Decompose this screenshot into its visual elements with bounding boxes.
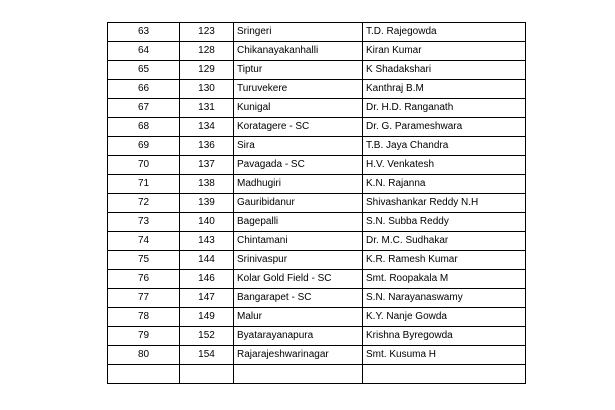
table-row <box>108 308 526 327</box>
candidate-name-cell: K.N. Rajanna <box>363 175 526 194</box>
constituency-number-cell <box>180 365 234 384</box>
constituency-number-cell: 134 <box>180 118 234 137</box>
candidate-name-cell: H.V. Venkatesh <box>363 156 526 175</box>
table-row <box>108 232 526 251</box>
table-row <box>108 61 526 80</box>
candidate-name-cell: Smt. Roopakala M <box>363 270 526 289</box>
candidate-name-cell: S.N. Subba Reddy <box>363 213 526 232</box>
candidate-name-cell: Smt. Kusuma H <box>363 346 526 365</box>
candidate-name-cell: Dr. G. Parameshwara <box>363 118 526 137</box>
serial-number-cell: 77 <box>108 289 180 308</box>
serial-number-cell: 65 <box>108 61 180 80</box>
constituency-name-cell: Kolar Gold Field - SC <box>234 270 363 289</box>
serial-number-cell: 71 <box>108 175 180 194</box>
serial-number-cell: 67 <box>108 99 180 118</box>
constituency-number-cell: 146 <box>180 270 234 289</box>
constituency-number-cell: 154 <box>180 346 234 365</box>
table-row <box>108 213 526 232</box>
constituency-name-cell: Bangarapet - SC <box>234 289 363 308</box>
candidate-name-cell: T.D. Rajegowda <box>363 23 526 42</box>
serial-number-cell: 69 <box>108 137 180 156</box>
constituency-number-cell: 128 <box>180 42 234 61</box>
candidate-name-cell: K Shadakshari <box>363 61 526 80</box>
candidate-name-cell: Kiran Kumar <box>363 42 526 61</box>
candidate-name-cell: K.R. Ramesh Kumar <box>363 251 526 270</box>
constituency-number-cell: 129 <box>180 61 234 80</box>
constituency-name-cell: Tiptur <box>234 61 363 80</box>
constituency-name-cell: Byatarayanapura <box>234 327 363 346</box>
table-row <box>108 194 526 213</box>
table-row <box>108 346 526 365</box>
constituency-number-cell: 140 <box>180 213 234 232</box>
table-row <box>108 118 526 137</box>
serial-number-cell: 73 <box>108 213 180 232</box>
table-row <box>108 289 526 308</box>
serial-number-cell: 76 <box>108 270 180 289</box>
constituency-name-cell: Sringeri <box>234 23 363 42</box>
serial-number-cell: 63 <box>108 23 180 42</box>
table-row <box>108 365 526 384</box>
serial-number-cell: 72 <box>108 194 180 213</box>
serial-number-cell: 78 <box>108 308 180 327</box>
candidate-name-cell: Shivashankar Reddy N.H <box>363 194 526 213</box>
constituency-name-cell: Malur <box>234 308 363 327</box>
constituency-name-cell: Koratagere - SC <box>234 118 363 137</box>
table-row <box>108 137 526 156</box>
serial-number-cell <box>108 365 180 384</box>
table-row <box>108 327 526 346</box>
serial-number-cell: 75 <box>108 251 180 270</box>
candidate-name-cell: Dr. M.C. Sudhakar <box>363 232 526 251</box>
serial-number-cell: 74 <box>108 232 180 251</box>
candidate-name-cell: Krishna Byregowda <box>363 327 526 346</box>
constituency-name-cell: Madhugiri <box>234 175 363 194</box>
candidate-name-cell: T.B. Jaya Chandra <box>363 137 526 156</box>
table-row <box>108 23 526 42</box>
serial-number-cell: 64 <box>108 42 180 61</box>
table-row <box>108 156 526 175</box>
table-row <box>108 80 526 99</box>
table-row <box>108 251 526 270</box>
constituency-number-cell: 149 <box>180 308 234 327</box>
constituency-name-cell: Chikanayakanhalli <box>234 42 363 61</box>
serial-number-cell: 68 <box>108 118 180 137</box>
constituency-number-cell: 144 <box>180 251 234 270</box>
constituency-name-cell: Chintamani <box>234 232 363 251</box>
table-row <box>108 99 526 118</box>
table-body <box>108 23 526 384</box>
candidate-name-cell: Kanthraj B.M <box>363 80 526 99</box>
constituency-number-cell: 138 <box>180 175 234 194</box>
constituency-number-cell: 137 <box>180 156 234 175</box>
table-row <box>108 42 526 61</box>
candidate-name-cell <box>363 365 526 384</box>
constituency-name-cell: Sira <box>234 137 363 156</box>
constituency-number-cell: 147 <box>180 289 234 308</box>
constituency-number-cell: 152 <box>180 327 234 346</box>
candidate-name-cell: K.Y. Nanje Gowda <box>363 308 526 327</box>
serial-number-cell: 80 <box>108 346 180 365</box>
constituency-name-cell: Rajarajeshwarinagar <box>234 346 363 365</box>
constituency-number-cell: 136 <box>180 137 234 156</box>
document-page <box>107 22 525 384</box>
serial-number-cell: 70 <box>108 156 180 175</box>
constituency-name-cell: Srinivaspur <box>234 251 363 270</box>
constituency-name-cell: Kunigal <box>234 99 363 118</box>
table-row <box>108 175 526 194</box>
candidate-name-cell: S.N. Narayanaswamy <box>363 289 526 308</box>
constituency-name-cell <box>234 365 363 384</box>
table-row <box>108 270 526 289</box>
constituency-name-cell: Bagepalli <box>234 213 363 232</box>
constituency-number-cell: 139 <box>180 194 234 213</box>
constituency-name-cell: Turuvekere <box>234 80 363 99</box>
candidate-name-cell: Dr. H.D. Ranganath <box>363 99 526 118</box>
constituency-number-cell: 123 <box>180 23 234 42</box>
constituency-number-cell: 143 <box>180 232 234 251</box>
candidate-list-table <box>107 22 526 384</box>
constituency-name-cell: Pavagada - SC <box>234 156 363 175</box>
serial-number-cell: 66 <box>108 80 180 99</box>
constituency-number-cell: 131 <box>180 99 234 118</box>
constituency-number-cell: 130 <box>180 80 234 99</box>
serial-number-cell: 79 <box>108 327 180 346</box>
constituency-name-cell: Gauribidanur <box>234 194 363 213</box>
